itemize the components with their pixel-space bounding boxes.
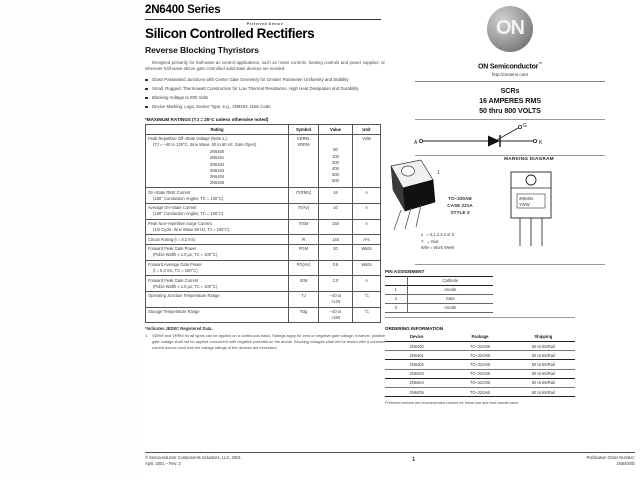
brand-name (385, 61, 635, 70)
ordering-shipping: 50 Units/Rail (512, 378, 575, 387)
ordering-info-table (385, 333, 575, 397)
unit-cell: A (353, 204, 381, 220)
spec-line-1: SCRs (500, 86, 520, 96)
marking-diagram-title: MARKING DIAGRAM (504, 156, 554, 162)
rating-text: Peak Repetitive Off–State Voltage (Note 1.) (148, 136, 227, 142)
pin-number: 2 (385, 294, 407, 303)
website-url[interactable]: http://onsemi.com (491, 72, 529, 78)
symbol-cell: Tstg (289, 307, 319, 323)
rating-cell (146, 245, 289, 261)
logo-text: ON (496, 17, 524, 40)
unit-cell: Watts (353, 245, 381, 261)
ordering-package: TO–220AB (448, 351, 511, 360)
rating-text: Storage Temperature Range (148, 308, 200, 314)
rating-text: Average On–State Current (148, 205, 197, 211)
ordering-row (385, 387, 575, 396)
table-row (146, 235, 381, 245)
rating-cell (146, 219, 289, 235)
value-cell: 10 (319, 204, 353, 220)
package-diagram-area (385, 156, 635, 260)
pin-assignment-heading: PIN ASSIGNMENT (385, 269, 425, 275)
pin-row (385, 303, 493, 312)
value-cell: 150 (319, 219, 353, 235)
page-subtitle: Reverse Blocking Thyristors (145, 44, 259, 55)
mark-text-line-2: YWW (519, 202, 530, 208)
ordering-shipping: 50 Units/Rail (512, 341, 575, 350)
part-number: 2N6405 (209, 179, 225, 185)
ordering-shipping: 50 Units/Rail (512, 369, 575, 378)
symbol-cell: IT(AV) (289, 204, 319, 220)
pin-row (385, 285, 493, 294)
ordering-info-heading: ORDERING INFORMATION (385, 325, 444, 331)
symbol-cell: TJ (289, 291, 319, 307)
ordering-package: TO–220AB (448, 378, 511, 387)
gate-label: G (523, 123, 527, 130)
value-cell: 145 (319, 235, 353, 245)
rating-condition: (Pulse Width ≤ 1.0 μs, TC = 100°C) (153, 283, 218, 289)
pin-name: Gate (407, 294, 493, 303)
value-cell: 2.0 (319, 276, 353, 292)
logo-container (385, 6, 635, 57)
case-line-3: STYLE 3 (450, 210, 470, 216)
series-title: 2N6400 Series (145, 4, 221, 16)
scr-symbol-icon (385, 121, 635, 151)
ordering-row (385, 369, 575, 378)
pin-divider (415, 264, 605, 265)
rating-condition: (Pulse Width ≤ 1.0 μs, TC = 100°C) (153, 252, 218, 258)
ordering-package: TO–220AB (448, 341, 511, 350)
unit-cell: A (353, 188, 381, 204)
table-row (146, 291, 381, 307)
part-number: 2N6403 (209, 167, 225, 173)
rating-text: Circuit Fusing (t = 8.3 ms) (148, 236, 195, 242)
table-row (146, 307, 381, 323)
column-header-package: Package (448, 333, 511, 342)
value-cell (319, 134, 353, 187)
max-ratings-table (145, 124, 381, 323)
copyright-line: © Semiconductor Components Industries, LLC, 2001 (145, 455, 241, 460)
unit-cell: °C (353, 291, 381, 307)
symbol-cell: PGM (289, 245, 319, 261)
on-semiconductor-logo-icon (487, 6, 533, 52)
part-number: 2N6402 (209, 161, 225, 167)
pin-name: Anode (407, 285, 493, 294)
footer-copyright (145, 455, 241, 468)
table-row (146, 219, 381, 235)
right-column (385, 4, 635, 407)
publication-label: Publication Order Number: (586, 455, 635, 460)
value-item: 50 (333, 147, 338, 153)
unit-cell: Volts (353, 134, 381, 187)
ordering-divider (385, 317, 575, 318)
ordering-row (385, 341, 575, 350)
rating-condition: (t = 8.3 ms, TC = 100°C) (153, 267, 198, 273)
value-cell: 0.5 (319, 260, 353, 276)
rating-condition: (TJ = –40 to 125°C, Sine Wave, 50 to 60 Hz, Gate Open) (153, 142, 257, 148)
rating-cell (146, 204, 289, 220)
table-row (146, 260, 381, 276)
rating-text: On–State RMS Current (148, 189, 191, 195)
preferred-device-tag: Preferred Device (246, 21, 284, 26)
pin-number: 1 (385, 285, 407, 294)
ordering-row (385, 351, 575, 360)
rating-condition: (180° Conduction Angles; TC = 100°C) (153, 195, 224, 201)
unit-cell: °C (353, 307, 381, 323)
ordering-device: 2N6402 (385, 360, 448, 369)
ordering-shipping: 50 Units/Rail (512, 387, 575, 396)
value-item: 600 (332, 171, 339, 177)
pin-assignment-table (385, 276, 493, 313)
unit-cell: A²s (353, 235, 381, 245)
max-ratings-heading: *MAXIMUM RATINGS (TJ = 25°C unless otherwise noted) (145, 117, 269, 123)
symbol-cell: IGM (289, 276, 319, 292)
unit-cell: A (353, 276, 381, 292)
value-item: 800 (332, 178, 339, 184)
product-spec-block (385, 86, 635, 115)
pin-row (385, 276, 493, 285)
column-header-device: Device (385, 333, 448, 342)
spec-divider-top (415, 81, 605, 82)
column-header-symbol: Symbol (289, 125, 319, 135)
ordering-header-row (385, 333, 575, 342)
value-item: 100 (332, 153, 339, 159)
preferred-device-note: Preferred devices are recommended choices for future use and best overall value. (385, 401, 520, 406)
jedec-note: *Indicates JEDEC Registered Data. (145, 326, 213, 332)
page-footer (145, 455, 635, 468)
footer-divider (145, 452, 635, 453)
footnote-1 (145, 333, 385, 351)
rating-cell (146, 307, 289, 323)
pin-1-label: 1 (437, 170, 440, 177)
ordering-shipping: 50 Units/Rail (512, 351, 575, 360)
cathode-label: K (539, 140, 543, 147)
symbol-cell: PG(AV) (289, 260, 319, 276)
page-number: 1 (412, 457, 416, 463)
rating-cell (146, 260, 289, 276)
symbol-cell: ITSM (289, 219, 319, 235)
trademark-symbol: ™ (538, 61, 542, 66)
ordering-device: 2N6404 (385, 378, 448, 387)
rating-condition: (1/2 Cycle, Sine Wave 60 Hz, TJ = 100°C) (153, 227, 230, 233)
ordering-row (385, 360, 575, 369)
table-row (146, 245, 381, 261)
mark-text-line-1: 2N640x (519, 196, 534, 202)
ordering-package: TO–220AB (448, 369, 511, 378)
value-item: 400 (332, 165, 339, 171)
ordering-device: 2N6400 (385, 341, 448, 350)
ordering-device: 2N6403 (385, 369, 448, 378)
column-header-unit: Unit (353, 125, 381, 135)
pin-number: 3 (385, 303, 407, 312)
table-row (146, 276, 381, 292)
case-line-1: TO–220AB (448, 196, 472, 202)
feature-item: Small, Rugged, Thermowatt Construction for Low Thermal Resistance, High Heat Dissipation and Durability (145, 86, 385, 93)
symbol-cell: IT(RMS) (289, 188, 319, 204)
value-item: 200 (332, 159, 339, 165)
marking-legend: x = 0,1,2,3,4 or 5 Y = Year WW = Work Week (421, 232, 455, 250)
package-case-label (429, 196, 491, 216)
part-number: 2N6401 (209, 155, 225, 161)
feature-item: Device Marking: Logo, Device Type, e.g., 2N6403, Date Code (145, 104, 385, 111)
ordering-package: TO–220AB (448, 360, 511, 369)
rating-cell (146, 235, 289, 245)
column-header-value: Value (319, 125, 353, 135)
part-number-list (148, 149, 286, 186)
symbol-cell: VDRM, VRRM (289, 134, 319, 187)
part-number: 2N6400 (209, 149, 225, 155)
table-row (146, 188, 381, 204)
value-cell: 16 (319, 188, 353, 204)
value-cell: 20 (319, 245, 353, 261)
unit-cell: Watts (353, 260, 381, 276)
value-cell: –40 to +150 (319, 307, 353, 323)
spec-line-2: 16 AMPERES RMS (479, 96, 541, 106)
rating-text: Forward Average Gate Power (148, 262, 202, 268)
unit-cell: A (353, 219, 381, 235)
value-list (321, 147, 350, 184)
pin-row (385, 294, 493, 303)
pin-name: Anode (407, 303, 493, 312)
table-row (146, 134, 381, 187)
part-number: 2N6404 (209, 173, 225, 179)
scr-schematic-symbol (385, 121, 635, 151)
pin-number (385, 276, 407, 285)
ordering-device: 2N6405 (385, 387, 448, 396)
ordering-row (385, 378, 575, 387)
column-header-shipping: Shipping (512, 333, 575, 342)
spec-divider-bottom (415, 119, 605, 120)
value-cell: –40 to +125 (319, 291, 353, 307)
brand-label: ON Semiconductor (477, 63, 539, 71)
page-sheet (140, 0, 640, 480)
ordering-package: TO–220AB (448, 387, 511, 396)
rating-condition: (180° Conduction Angles; TC = 100°C) (153, 211, 224, 217)
marking-diagram-icon (495, 170, 569, 250)
rating-cell (146, 134, 289, 187)
feature-item: Blocking Voltage to 800 Volts (145, 95, 385, 102)
symbol-cell: I²t (289, 235, 319, 245)
case-line-2: CASE 221A (447, 203, 473, 209)
table-header-row (146, 125, 381, 135)
spec-line-3: 50 thru 800 VOLTS (479, 105, 541, 115)
rating-text: Forward Peak Gate Current (148, 277, 199, 283)
rating-text: Forward Peak Gate Power (148, 246, 197, 252)
column-header-rating: Rating (146, 125, 289, 135)
left-column (145, 4, 385, 351)
rating-cell (146, 291, 289, 307)
features-list (145, 77, 385, 111)
pin-name: Cathode (407, 276, 493, 285)
footer-publication (587, 455, 635, 468)
rating-text: Peak Non–repetitive Surge Current (148, 221, 212, 227)
footnote-text: VDRM and VRRM for all types can be applied on a continuous basis. Ratings apply for zero or negative gate voltage; however, positive gate voltage shall not be applied concurrent with negative potential on the anode. Blocking voltages shall not be tested with a constant current source such that the voltage ratings of the devices are exceeded. (152, 333, 385, 350)
rating-cell (146, 276, 289, 292)
title-divider (145, 19, 381, 20)
revision-line: April, 2001 – Rev. 2 (145, 461, 181, 467)
ordering-device: 2N6401 (385, 351, 448, 360)
anode-label: A (414, 140, 418, 147)
table-row (146, 204, 381, 220)
publication-number: 2N6400/D (616, 461, 635, 467)
rating-cell (146, 188, 289, 204)
intro-paragraph: Designed primarily for half-wave ac control applications, such as motor controls, heating controls and power supplies; or wherever half-wave silicon gate controlled solid-state devices are needed. (145, 59, 385, 72)
ordering-shipping: 50 Units/Rail (512, 360, 575, 369)
feature-item: Glass Passivated Junctions with Center Gate Geometry for Greater Parameter Uniformity and Stability (145, 77, 385, 84)
footnote-number: 1. (145, 333, 149, 339)
page-title: Silicon Controlled Rectifiers (145, 25, 315, 41)
rating-text: Operating Junction Temperature Range (148, 293, 220, 299)
